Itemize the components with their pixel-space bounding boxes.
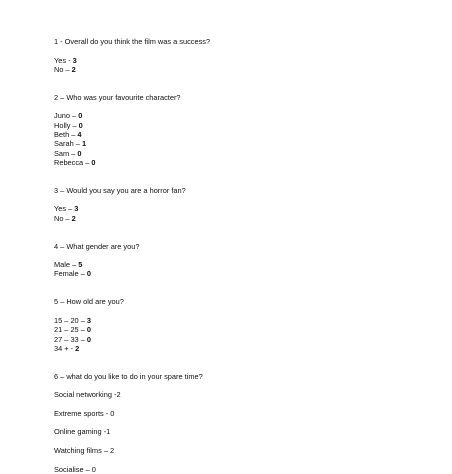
answer-label: 15 – 20 –: [54, 315, 87, 325]
answer-count: 4: [77, 129, 82, 139]
answer-label: Holly –: [54, 120, 79, 130]
answer-count: 0: [78, 120, 83, 130]
answer-count: 0: [86, 334, 92, 344]
question-5-title: 5 – How old are you?: [54, 297, 124, 307]
answer-label: 34 + -: [54, 343, 76, 353]
answer-count: 0: [86, 269, 91, 279]
answer-label: Beth –: [54, 129, 78, 139]
answer-label: Yes –: [54, 204, 75, 214]
answer-label: No –: [54, 213, 72, 223]
question-6-title: 6 – what do you like to do in your spare time?: [54, 371, 203, 381]
answer-count: 0: [78, 111, 83, 121]
answer-label: No –: [54, 64, 72, 74]
answer-count: 3: [74, 204, 79, 214]
answer-count: 2: [71, 64, 76, 74]
answer-row: [54, 158, 434, 167]
answer-row: [54, 269, 434, 278]
answer-count: 1: [81, 139, 87, 149]
answer-count: 2: [75, 343, 80, 353]
answer-label: Rebecca –: [54, 157, 92, 167]
answer-row: [54, 149, 434, 158]
answer-row: [54, 335, 434, 344]
survey-results-document: [54, 37, 434, 474]
question-4-title: 4 – What gender are you?: [54, 241, 140, 251]
answer-label: Sarah –: [54, 139, 82, 149]
answer-row: [54, 56, 434, 65]
answer-count: 3: [86, 315, 92, 325]
answer-label: 27 – 33 –: [54, 334, 87, 344]
answer-row: [54, 214, 434, 223]
answer-label: Juno –: [54, 111, 79, 121]
answer-count: 5: [78, 260, 83, 270]
question-1-title: 1 - Overall do you think the film was a success?: [54, 37, 211, 46]
answer-row: [54, 139, 434, 148]
answer-count: 2: [71, 213, 76, 223]
answer-count: 3: [72, 55, 77, 65]
answer-count: 0: [77, 148, 82, 158]
answer-label: Female –: [54, 269, 87, 279]
spare-time-answer: Extreme sports - 0: [54, 408, 115, 418]
answer-row: [54, 121, 434, 130]
answer-row: [54, 204, 434, 213]
question-2-title: 2 – Who was your favourite character?: [54, 92, 181, 102]
answer-row: [54, 260, 434, 269]
answer-row: [54, 130, 434, 139]
answer-row: [54, 325, 434, 334]
spare-time-answer: Socialise – 0: [54, 464, 96, 474]
spare-time-answer: Watching films – 2: [54, 446, 115, 456]
spare-time-answer: Social networking -2: [54, 390, 121, 400]
answer-count: 0: [86, 325, 92, 335]
answer-label: Yes -: [54, 55, 73, 65]
answer-row: [54, 344, 434, 353]
answer-label: 21 – 25 –: [54, 325, 87, 335]
answer-row: [54, 111, 434, 120]
answer-row: [54, 316, 434, 325]
answer-count: 0: [91, 157, 96, 167]
question-3-title: 3 – Would you say you are a horror fan?: [54, 185, 186, 195]
spare-time-answer: Online gaming -1: [54, 427, 111, 437]
answer-label: Male –: [54, 260, 79, 270]
answer-row: [54, 65, 434, 74]
answer-label: Sam –: [54, 148, 78, 158]
